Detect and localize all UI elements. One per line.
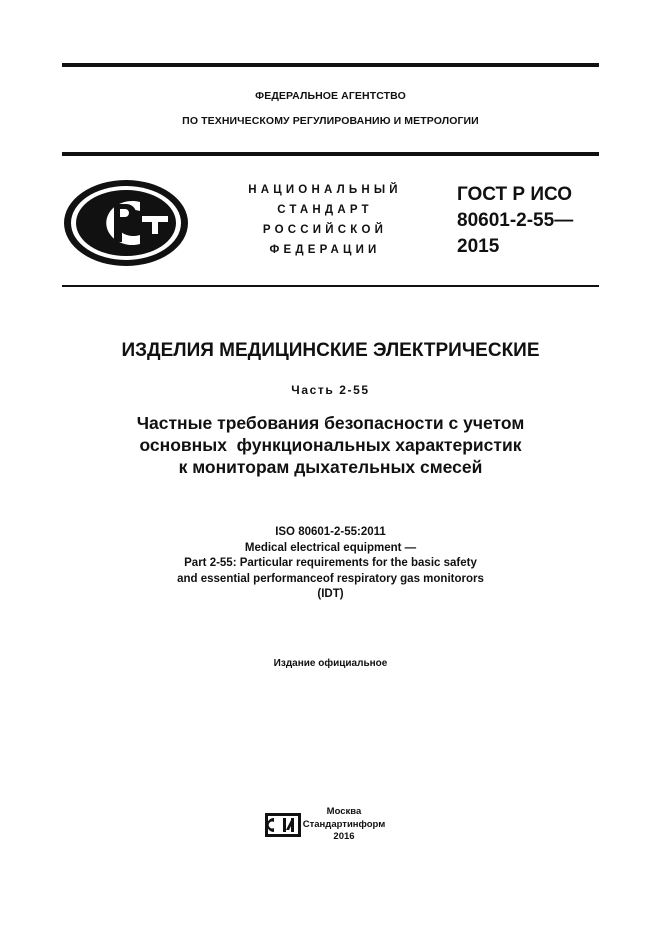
iso-line-2: Medical electrical equipment — xyxy=(244,541,417,554)
iso-line-5: (IDT) xyxy=(317,588,344,600)
document-title: ИЗДЕЛИЯ МЕДИЦИНСКИЕ ЭЛЕКТРИЧЕСКИЕ xyxy=(121,340,540,361)
national-line-4: ФЕДЕРАЦИИ xyxy=(269,244,381,256)
agency-line-1: ФЕДЕРАЛЬНОЕ АГЕНТСТВО xyxy=(255,90,406,102)
standartinform-logo-icon xyxy=(264,812,302,838)
subtitle xyxy=(0,412,661,478)
publisher-year: 2016 xyxy=(333,831,355,842)
designation-line-2: 80601-2-55— xyxy=(457,210,574,231)
subtitle-line-2: основных функциональных характеристик xyxy=(139,435,522,455)
publisher-city: Москва xyxy=(326,806,362,817)
edition-label: Издание официальное xyxy=(273,658,388,669)
rst-emblem-icon xyxy=(62,178,190,268)
national-line-3: РОССИЙСКОЙ xyxy=(262,224,388,236)
publisher-name: Стандартинформ xyxy=(302,818,386,830)
national-line-2: СТАНДАРТ xyxy=(277,204,373,216)
designation-line-3: 2015 xyxy=(457,236,500,257)
header-rule xyxy=(62,152,599,156)
designation-line-1: ГОСТ Р ИСО xyxy=(457,184,573,205)
iso-line-3: Part 2-55: Particular requirements for the basic safety xyxy=(184,557,477,569)
subtitle-line-1: Частные требования безопасности с учетом xyxy=(136,413,525,433)
iso-line-1: ISO 80601-2-55:2011 xyxy=(275,526,386,538)
part-number: Часть 2-55 xyxy=(291,383,370,397)
publisher-block xyxy=(300,806,388,844)
national-line-1: НАЦИОНАЛЬНЫЙ xyxy=(248,184,402,196)
iso-line-4: and essential performanceof respiratory gas monitorors xyxy=(177,572,484,585)
agency-line-2: ПО ТЕХНИЧЕСКОМУ РЕГУЛИРОВАНИЮ И МЕТРОЛОГИИ xyxy=(182,115,479,127)
block-rule xyxy=(62,285,599,287)
top-rule xyxy=(62,63,599,67)
subtitle-line-3: к мониторам дыхательных смесей xyxy=(178,457,483,477)
iso-reference xyxy=(0,525,661,603)
